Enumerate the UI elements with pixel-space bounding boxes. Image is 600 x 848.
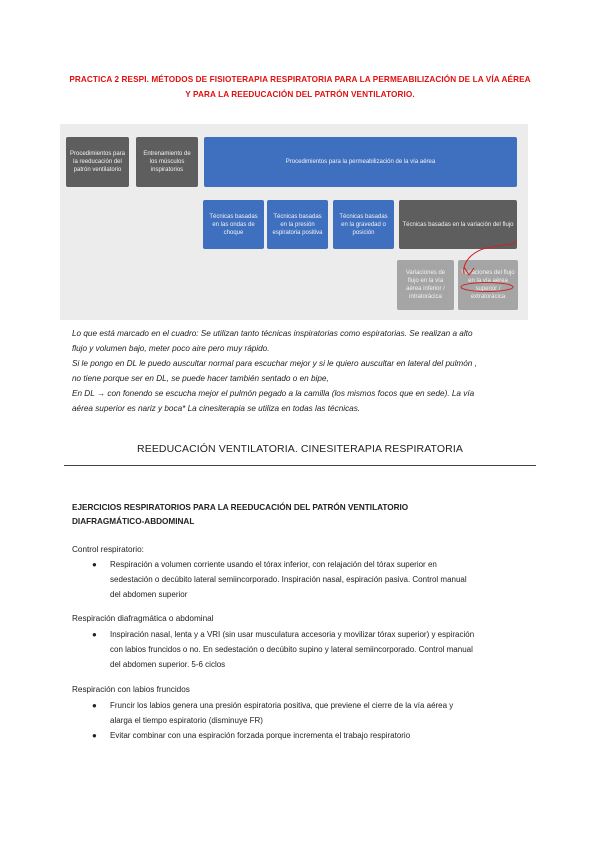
methods-diagram bbox=[60, 124, 528, 320]
bullet-text: alarga el tiempo espiratorio (disminuye FR) bbox=[110, 716, 263, 725]
handwritten-annotation bbox=[60, 124, 528, 320]
document-title-line1: PRACTICA 2 RESPI. MÉTODOS DE FISIOTERAPIA RESPIRATORIA PARA LA PERMEABILIZACIÓN DE LA VÍA AÉREA bbox=[69, 75, 531, 84]
bullet-text: Fruncir los labios genera una presión espiratoria positiva, que previene el cierre de la vía aérea y bbox=[110, 701, 454, 710]
note-line: flujo y volumen bajo, meter poco aire pero muy rápido. bbox=[72, 344, 270, 353]
bullet-icon: ● bbox=[92, 731, 97, 740]
bullet-icon: ● bbox=[92, 630, 97, 639]
box-via-inferior: Variaciones de flujo en la vía aérea inferior / intratorácica bbox=[397, 260, 454, 310]
box-via-superior: Variaciones del flujo en la vía aérea superior / extratorácica bbox=[458, 260, 518, 310]
note-line: Lo que está marcado en el cuadro: Se utilizan tanto técnicas inspiratorias como espiratorias. Se realizan a alto bbox=[72, 329, 473, 338]
box-presion: Técnicas basadas en la presión espiratoria positiva bbox=[267, 200, 328, 249]
box-permeabilizacion: Procedimientos para la permeabilización de la vía aérea bbox=[204, 137, 517, 187]
note-line: En DL → con fonendo se escucha mejor el pulmón pegado a la camilla (los mismos focos que en sede). La vía bbox=[72, 389, 475, 398]
subheading-labios: Respiración con labios fruncidos bbox=[72, 685, 190, 694]
bullet-text: con labios fruncidos o no. En sedestación o decúbito supino y lateral semiincorporado. Control manual bbox=[110, 645, 473, 654]
note-line: aérea superior es nariz y boca* La cinesiterapia se utiliza en todas las técnicas. bbox=[72, 404, 361, 413]
bullet-text: Respiración a volumen corriente usando el tórax inferior, con relajación del tórax superior en bbox=[110, 560, 437, 569]
bullet-icon: ● bbox=[92, 701, 97, 710]
subheading-diafragmatica: Respiración diafragmática o abdominal bbox=[72, 614, 214, 623]
section-title: REEDUCACIÓN VENTILATORIA. CINESITERAPIA RESPIRATORIA bbox=[137, 443, 463, 455]
box-reeducacion: Procedimientos para la reeducación del patrón ventilatorio bbox=[66, 137, 129, 187]
exercises-heading-line1: EJERCICIOS RESPIRATORIOS PARA LA REEDUCACIÓN DEL PATRÓN VENTILATORIO bbox=[72, 503, 409, 512]
box-choque: Técnicas basadas en las ondas de choque bbox=[203, 200, 264, 249]
bullet-icon: ● bbox=[92, 560, 97, 569]
note-line: Si le pongo en DL le puedo auscultar normal para escuchar mejor y si le quiero auscultar en lateral del pulmón , bbox=[72, 359, 477, 368]
section-divider bbox=[64, 465, 536, 466]
document-title-line2: Y PARA LA REEDUCACIÓN DEL PATRÓN VENTILATORIO. bbox=[185, 90, 415, 99]
bullet-text: Inspiración nasal, lenta y a VRI (sin usar musculatura accesoria y movilizar tórax superior) y espiración bbox=[110, 630, 475, 639]
box-gravedad: Técnicas basadas en la gravedad o posición bbox=[333, 200, 394, 249]
bullet-text: sedestación o decúbito lateral semiincorporado. Inspiración nasal, espiración pasiva. Control manual bbox=[110, 575, 467, 584]
box-flujo: Técnicas basadas en la variación del flujo bbox=[399, 200, 517, 249]
bullet-text: Evitar combinar con una espiración forzada porque incrementa el trabajo respiratorio bbox=[110, 731, 411, 740]
bullet-text: del abdomen superior bbox=[110, 590, 188, 599]
bullet-text: del abdomen superior. 5-6 ciclos bbox=[110, 660, 226, 669]
note-line: no tiene porque ser en DL, se puede hacer también sentado o en bipe, bbox=[72, 374, 329, 383]
exercises-heading-line2: DIAFRAGMÁTICO-ABDOMINAL bbox=[72, 517, 195, 526]
box-entrenamiento: Entrenamiento de los músculos inspiratorios bbox=[136, 137, 198, 187]
subheading-control: Control respiratorio: bbox=[72, 545, 144, 554]
